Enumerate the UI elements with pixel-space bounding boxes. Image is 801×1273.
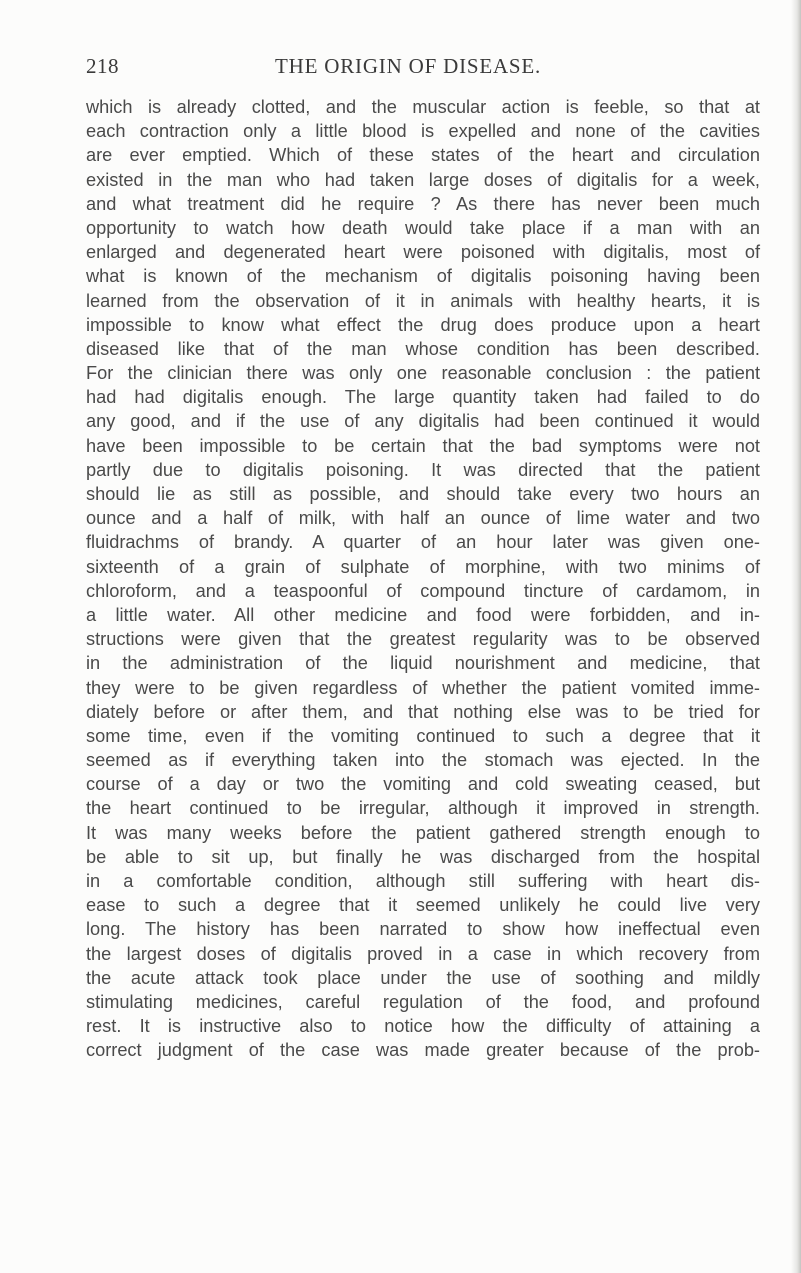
text-line: had had digitalis enough. The large quantity taken had failed to do <box>86 387 760 408</box>
text-line: existed in the man who had taken large doses of digitalis for a week, <box>86 169 760 190</box>
text-line: chloroform, and a teaspoonful of compound tincture of cardamom, in <box>86 580 760 601</box>
text-line: the heart continued to be irregular, although it improved in strength. <box>86 798 760 819</box>
text-line: and what treatment did he require ? As there has never been much <box>86 193 760 214</box>
text-line: in the administration of the liquid nourishment and medicine, that <box>86 653 760 674</box>
page-edge-shadow <box>791 0 801 1273</box>
text-line: partly due to digitalis poisoning. It was directed that the patient <box>86 459 760 480</box>
text-line: diately before or after them, and that nothing else was to be tried for <box>86 701 760 722</box>
text-line: rest. It is instructive also to notice how the difficulty of attaining a <box>86 1016 760 1037</box>
text-line: correct judgment of the case was made greater because of the prob- <box>86 1040 760 1061</box>
text-line: they were to be given regardless of whether the patient vomited imme- <box>86 677 760 698</box>
text-line: some time, even if the vomiting continued to such a degree that it <box>86 725 760 746</box>
text-line: opportunity to watch how death would take place if a man with an <box>86 217 760 238</box>
text-line: enlarged and degenerated heart were poisoned with digitalis, most of <box>86 242 760 263</box>
body-text <box>86 95 760 1063</box>
text-line: For the clinician there was only one reasonable conclusion : the patient <box>86 363 760 384</box>
text-line: long. The history has been narrated to show how ineffectual even <box>86 919 760 940</box>
text-line: It was many weeks before the patient gathered strength enough to <box>86 822 760 843</box>
text-line: structions were given that the greatest regularity was to be observed <box>86 629 760 650</box>
text-line: be able to sit up, but finally he was discharged from the hospital <box>86 846 760 867</box>
text-line: diseased like that of the man whose condition has been described. <box>86 338 760 359</box>
text-line: the largest doses of digitalis proved in a case in which recovery from <box>86 943 760 964</box>
text-line: fluidrachms of brandy. A quarter of an hour later was given one- <box>86 532 760 553</box>
text-line: impossible to know what effect the drug does produce upon a heart <box>86 314 760 335</box>
text-line: are ever emptied. Which of these states of the heart and circulation <box>86 145 760 166</box>
text-line: stimulating medicines, careful regulation of the food, and profound <box>86 991 760 1012</box>
text-line: each contraction only a little blood is expelled and none of the cavities <box>86 121 760 142</box>
text-line: sixteenth of a grain of sulphate of morphine, with two minims of <box>86 556 760 577</box>
text-line: what is known of the mechanism of digitalis poisoning having been <box>86 266 760 287</box>
text-line: learned from the observation of it in animals with healthy hearts, it is <box>86 290 760 311</box>
text-line: ease to such a degree that it seemed unlikely he could live very <box>86 895 760 916</box>
text-line: any good, and if the use of any digitalis had been continued it would <box>86 411 760 432</box>
text-line: a little water. All other medicine and food were forbidden, and in- <box>86 604 760 625</box>
running-title: THE ORIGIN OF DISEASE. <box>275 54 542 78</box>
text-line: which is already clotted, and the muscular action is feeble, so that at <box>86 97 760 117</box>
page-number: 218 <box>86 54 119 78</box>
text-line: the acute attack took place under the use of soothing and mildly <box>86 967 760 988</box>
text-line: seemed as if everything taken into the stomach was ejected. In the <box>86 750 760 771</box>
running-head <box>86 54 760 84</box>
text-line: have been impossible to be certain that the bad symptoms were not <box>86 435 760 456</box>
text-line: course of a day or two the vomiting and cold sweating ceased, but <box>86 774 760 795</box>
text-line: ounce and a half of milk, with half an ounce of lime water and two <box>86 508 760 529</box>
text-line: in a comfortable condition, although still suffering with heart dis- <box>86 871 760 891</box>
text-line: should lie as still as possible, and should take every two hours an <box>86 484 760 504</box>
